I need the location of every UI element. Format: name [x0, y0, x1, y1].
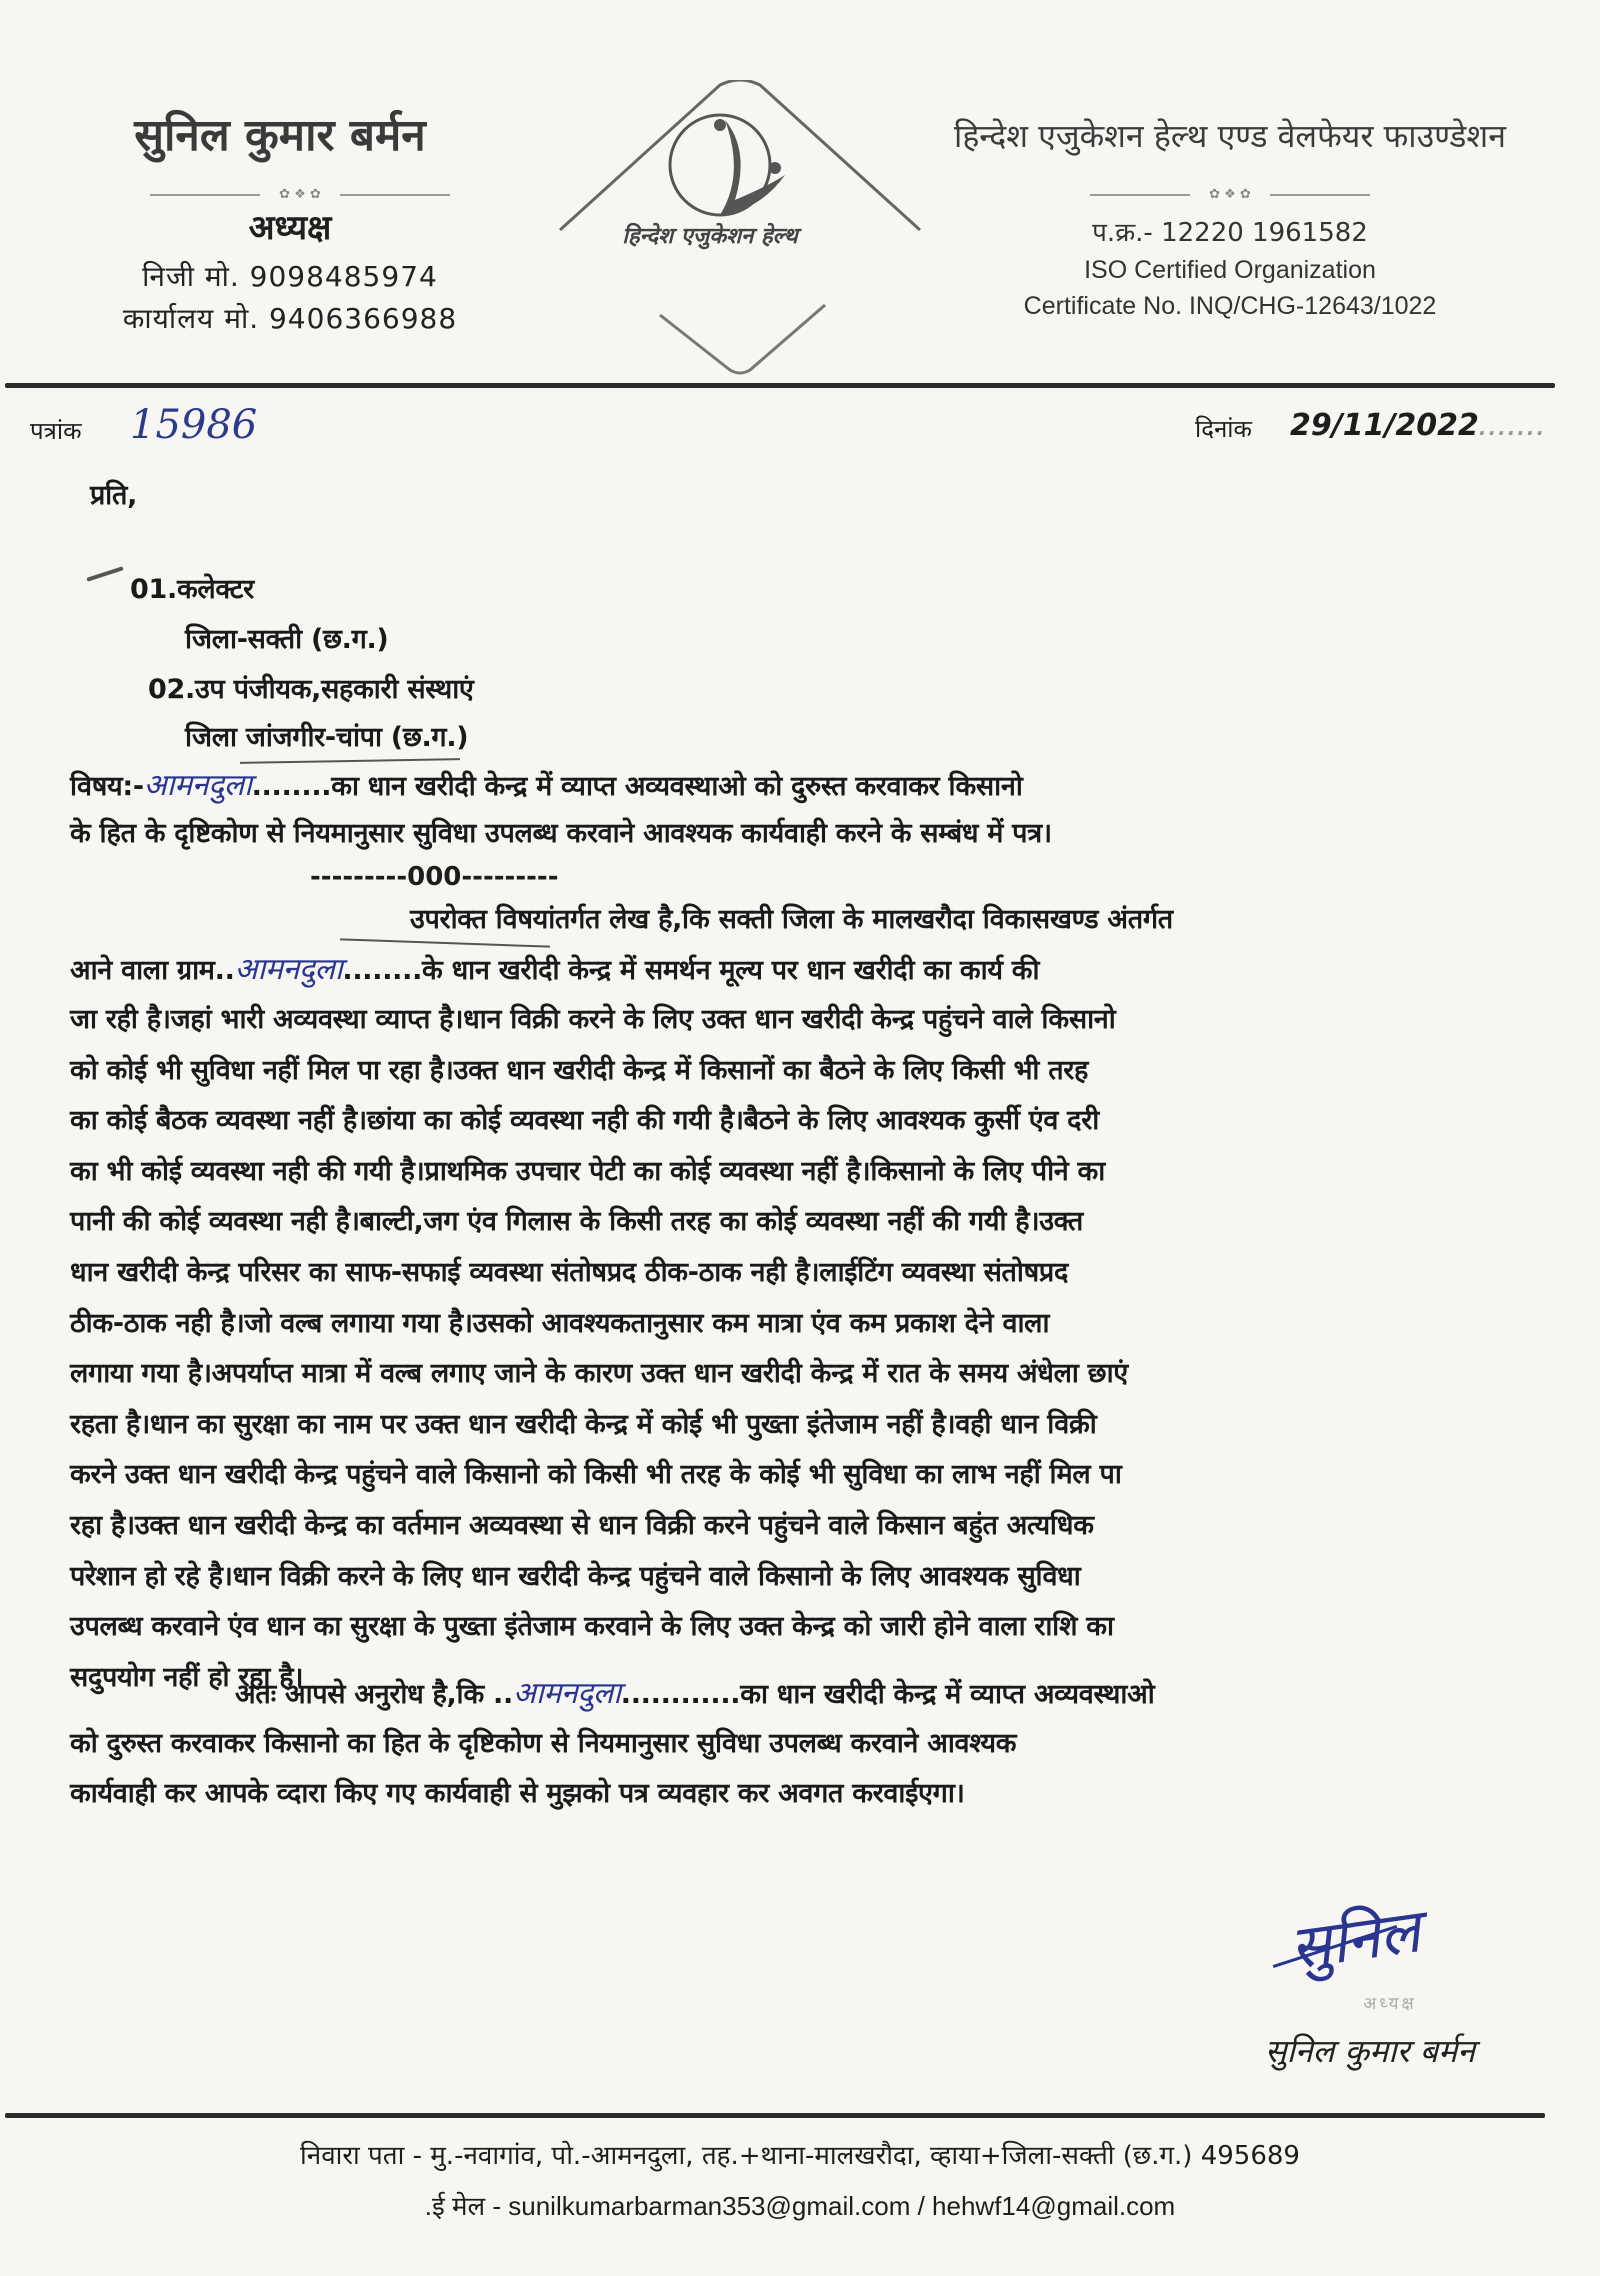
recipient-1	[130, 570, 254, 610]
iso-certified: ISO Certified Organization	[1084, 256, 1376, 284]
signature-handwritten: सुनिल	[1285, 1896, 1425, 1984]
subject-dots: ........	[251, 771, 332, 802]
date-value	[1290, 406, 1546, 448]
logo-text: हिन्देश एजुकेशन हेल्थ	[622, 224, 798, 249]
recipient-2	[148, 670, 474, 710]
subject-text: का धान खरीदी केन्द्र में व्याप्त अव्यवस्थाओ को दुरुस्त करवाकर किसानो	[331, 771, 1023, 802]
office-phone: कार्यालय मो. 9406366988	[122, 302, 458, 335]
body-line: उपलब्ध करवाने एंव धान का सुरक्षा के पुख्ता इंतेजाम करवाने के लिए उक्त केन्द्र को जारी होने वाला राशि का	[70, 1611, 1114, 1643]
separator: ---------000---------	[310, 862, 559, 892]
body-line-2	[70, 950, 1039, 991]
personal-phone: निजी मो. 9098485974	[142, 260, 438, 293]
body-line: परेशान हो रहे है।धान विक्री करने के लिए धान खरीदी केन्द्र पहुंचने वाले किसानो के लिए आवश्यक सुविधा	[70, 1560, 1081, 1592]
logo-head-dot	[714, 119, 726, 131]
recipient-1-number: 01.	[130, 574, 177, 605]
recipient-2-district: जिला जांजगीर-चांपा (छ.ग.)	[185, 722, 469, 753]
body-line: लगाया गया है।अपर्याप्त मात्रा में वल्ब लगाए जाने के कारण उक्त धान खरीदी केन्द्र में रात के समय अंधेला छाएं	[70, 1358, 1128, 1390]
foundation-name: हिन्देश एजुकेशन हेल्थ एण्ड वेलफेयर फाउण्डेशन	[954, 117, 1506, 155]
ornament-divider-right: ✿ ❖ ✿	[1090, 186, 1370, 204]
logo-head-dot-2	[769, 162, 781, 174]
recipient-1-title: कलेक्टर	[176, 574, 254, 605]
salutation: प्रति,	[90, 480, 138, 511]
request-post: का धान खरीदी केन्द्र में व्याप्त अव्यवस्थाओ	[740, 1679, 1155, 1710]
underline-stroke	[240, 758, 460, 764]
subject-label: विषय:-	[70, 771, 144, 802]
registration-number: प.क्र.- 12220 1961582	[1092, 218, 1368, 248]
body-village-pre: आने वाला ग्राम..	[70, 955, 235, 986]
body-line-1: उपरोक्त विषयांतर्गत लेख है,कि सक्ती जिला के मालखरौदा विकासखण्ड अंतर्गत	[410, 904, 1173, 935]
recipient-1-district: जिला-सक्ती (छ.ग.)	[185, 624, 389, 655]
ornament-divider-left: ✿ ❖ ✿	[150, 186, 450, 204]
footer-rule	[5, 2113, 1545, 2118]
body-village-handwritten: आमनदुला	[234, 952, 343, 987]
subject-line-1	[70, 766, 1023, 807]
footer-address: निवारा पता - मु.-नवागांव, पो.-आमनदुला, तह.+थाना-मालखरौदा, व्हाया+जिला-सक्ती (छ.ग.) 495689	[300, 2141, 1300, 2171]
body-village-dots: ........	[342, 955, 423, 986]
request-line-3: कार्यवाही कर आपके व्दारा किए गए कार्यवाही से मुझको पत्र व्यवहार कर अवगत करवाईएगा।	[70, 1778, 965, 1809]
body-village-post: के धान खरीदी केन्द्र में समर्थन मूल्य पर धान खरीदी का कार्य की	[422, 955, 1040, 986]
subject-line-2: के हित के दृष्टिकोण से नियमानुसार सुविधा उपलब्ध करवाने आवश्यक कार्यवाही करने के सम्बंध में पत्र।	[70, 818, 1052, 849]
recipient-2-title: उप पंजीयक,सहकारी संस्थाएं	[194, 674, 474, 705]
body-line: रहा है।उक्त धान खरीदी केन्द्र का वर्तमान अव्यवस्था से धान विक्री करने पहुंचने वाले किसान बहुंत अत्यधिक	[70, 1510, 1094, 1541]
checkmark-icon	[86, 566, 123, 582]
date-text: 29/11/2022	[1290, 408, 1479, 443]
date-label: दिनांक	[1195, 415, 1252, 443]
footer-email: .ई मेल - sunilkumarbarman353@gmail.com / hehwf14@gmail.com	[424, 2191, 1176, 2221]
request-pre: अतः आपसे अनुरोध है,कि ..	[235, 1679, 513, 1710]
request-line-1	[235, 1674, 1154, 1715]
body-line: सदुपयोग नहीं हो रहा है।	[70, 1661, 304, 1693]
body-line: धान खरीदी केन्द्र परिसर का साफ-सफाई व्यवस्था संतोषप्रद ठीक-ठाक नही है।लाईटिंग व्यवस्था संतोषप्रद	[70, 1257, 1069, 1288]
header-rule	[5, 383, 1555, 388]
certificate-number: Certificate No. INQ/CHG-12643/1022	[1023, 292, 1437, 320]
reference-number: 15986	[130, 402, 258, 448]
body-line: का कोई बैठक व्यवस्था नहीं है।छांया का कोई व्यवस्था नही की गयी है।बैठने के लिए आवश्यक कुर्सी एंव दरी	[70, 1105, 1099, 1137]
signature-stamp: अध्यक्ष	[1363, 1994, 1417, 2014]
body-line: पानी की कोई व्यवस्था नही है।बाल्टी,जग एंव गिलास के किसी तरह का कोई व्यवस्था नहीं की गयी है।उक्त	[70, 1206, 1084, 1238]
request-line-2: को दुरुस्त करवाकर किसानो का हित के दृष्टिकोण से नियमानुसार सुविधा उपलब्ध करवाने आवश्यक	[70, 1728, 1017, 1759]
president-title: अध्यक्ष	[248, 208, 332, 248]
body-line: को कोई भी सुविधा नहीं मिल पा रहा है।उक्त धान खरीदी केन्द्र में किसानों का बैठने के लिए किसी भी तरह	[70, 1054, 1089, 1086]
body-line: ठीक-ठाक नही है।जो वल्ब लगाया गया है।उसको आवश्यकतानुसार कम मात्रा एंव कम प्रकाश देने वाला	[70, 1307, 1050, 1339]
logo-diamond-bottom	[660, 305, 825, 373]
request-dots: ............	[620, 1679, 741, 1710]
date-dots: .......	[1478, 416, 1547, 440]
signatory-name: सुनिल कुमार बर्मन	[1265, 2032, 1475, 2070]
body-line: जा रही है।जहां भारी अव्यवस्था व्याप्त है।धान विक्री करने के लिए उक्त धान खरीदी केन्द्र पहुंचने वाले किसानो	[70, 1004, 1116, 1035]
body-line: करने उक्त धान खरीदी केन्द्र पहुंचने वाले किसानो को किसी भी तरह के कोई भी सुविधा का लाभ नहीं मिल पा	[70, 1459, 1122, 1491]
subject-village-handwritten: आमनदुला	[143, 768, 252, 803]
reference-label: पत्रांक	[30, 417, 82, 445]
body-line: का भी कोई व्यवस्था नही की गयी है।प्राथमिक उपचार पेटी का कोई व्यवस्था नहीं है।किसानो के लिए पीने का	[70, 1155, 1105, 1187]
body-line: रहता है।धान का सुरक्षा का नाम पर उक्त धान खरीदी केन्द्र में कोई भी पुख्ता इंतेजाम नहीं है।वही धान विक्री	[70, 1408, 1097, 1440]
president-name: सुनिल कुमार बर्मन	[134, 110, 426, 161]
recipient-2-number: 02.	[148, 674, 195, 705]
request-village-handwritten: आमनदुला	[512, 1676, 621, 1711]
